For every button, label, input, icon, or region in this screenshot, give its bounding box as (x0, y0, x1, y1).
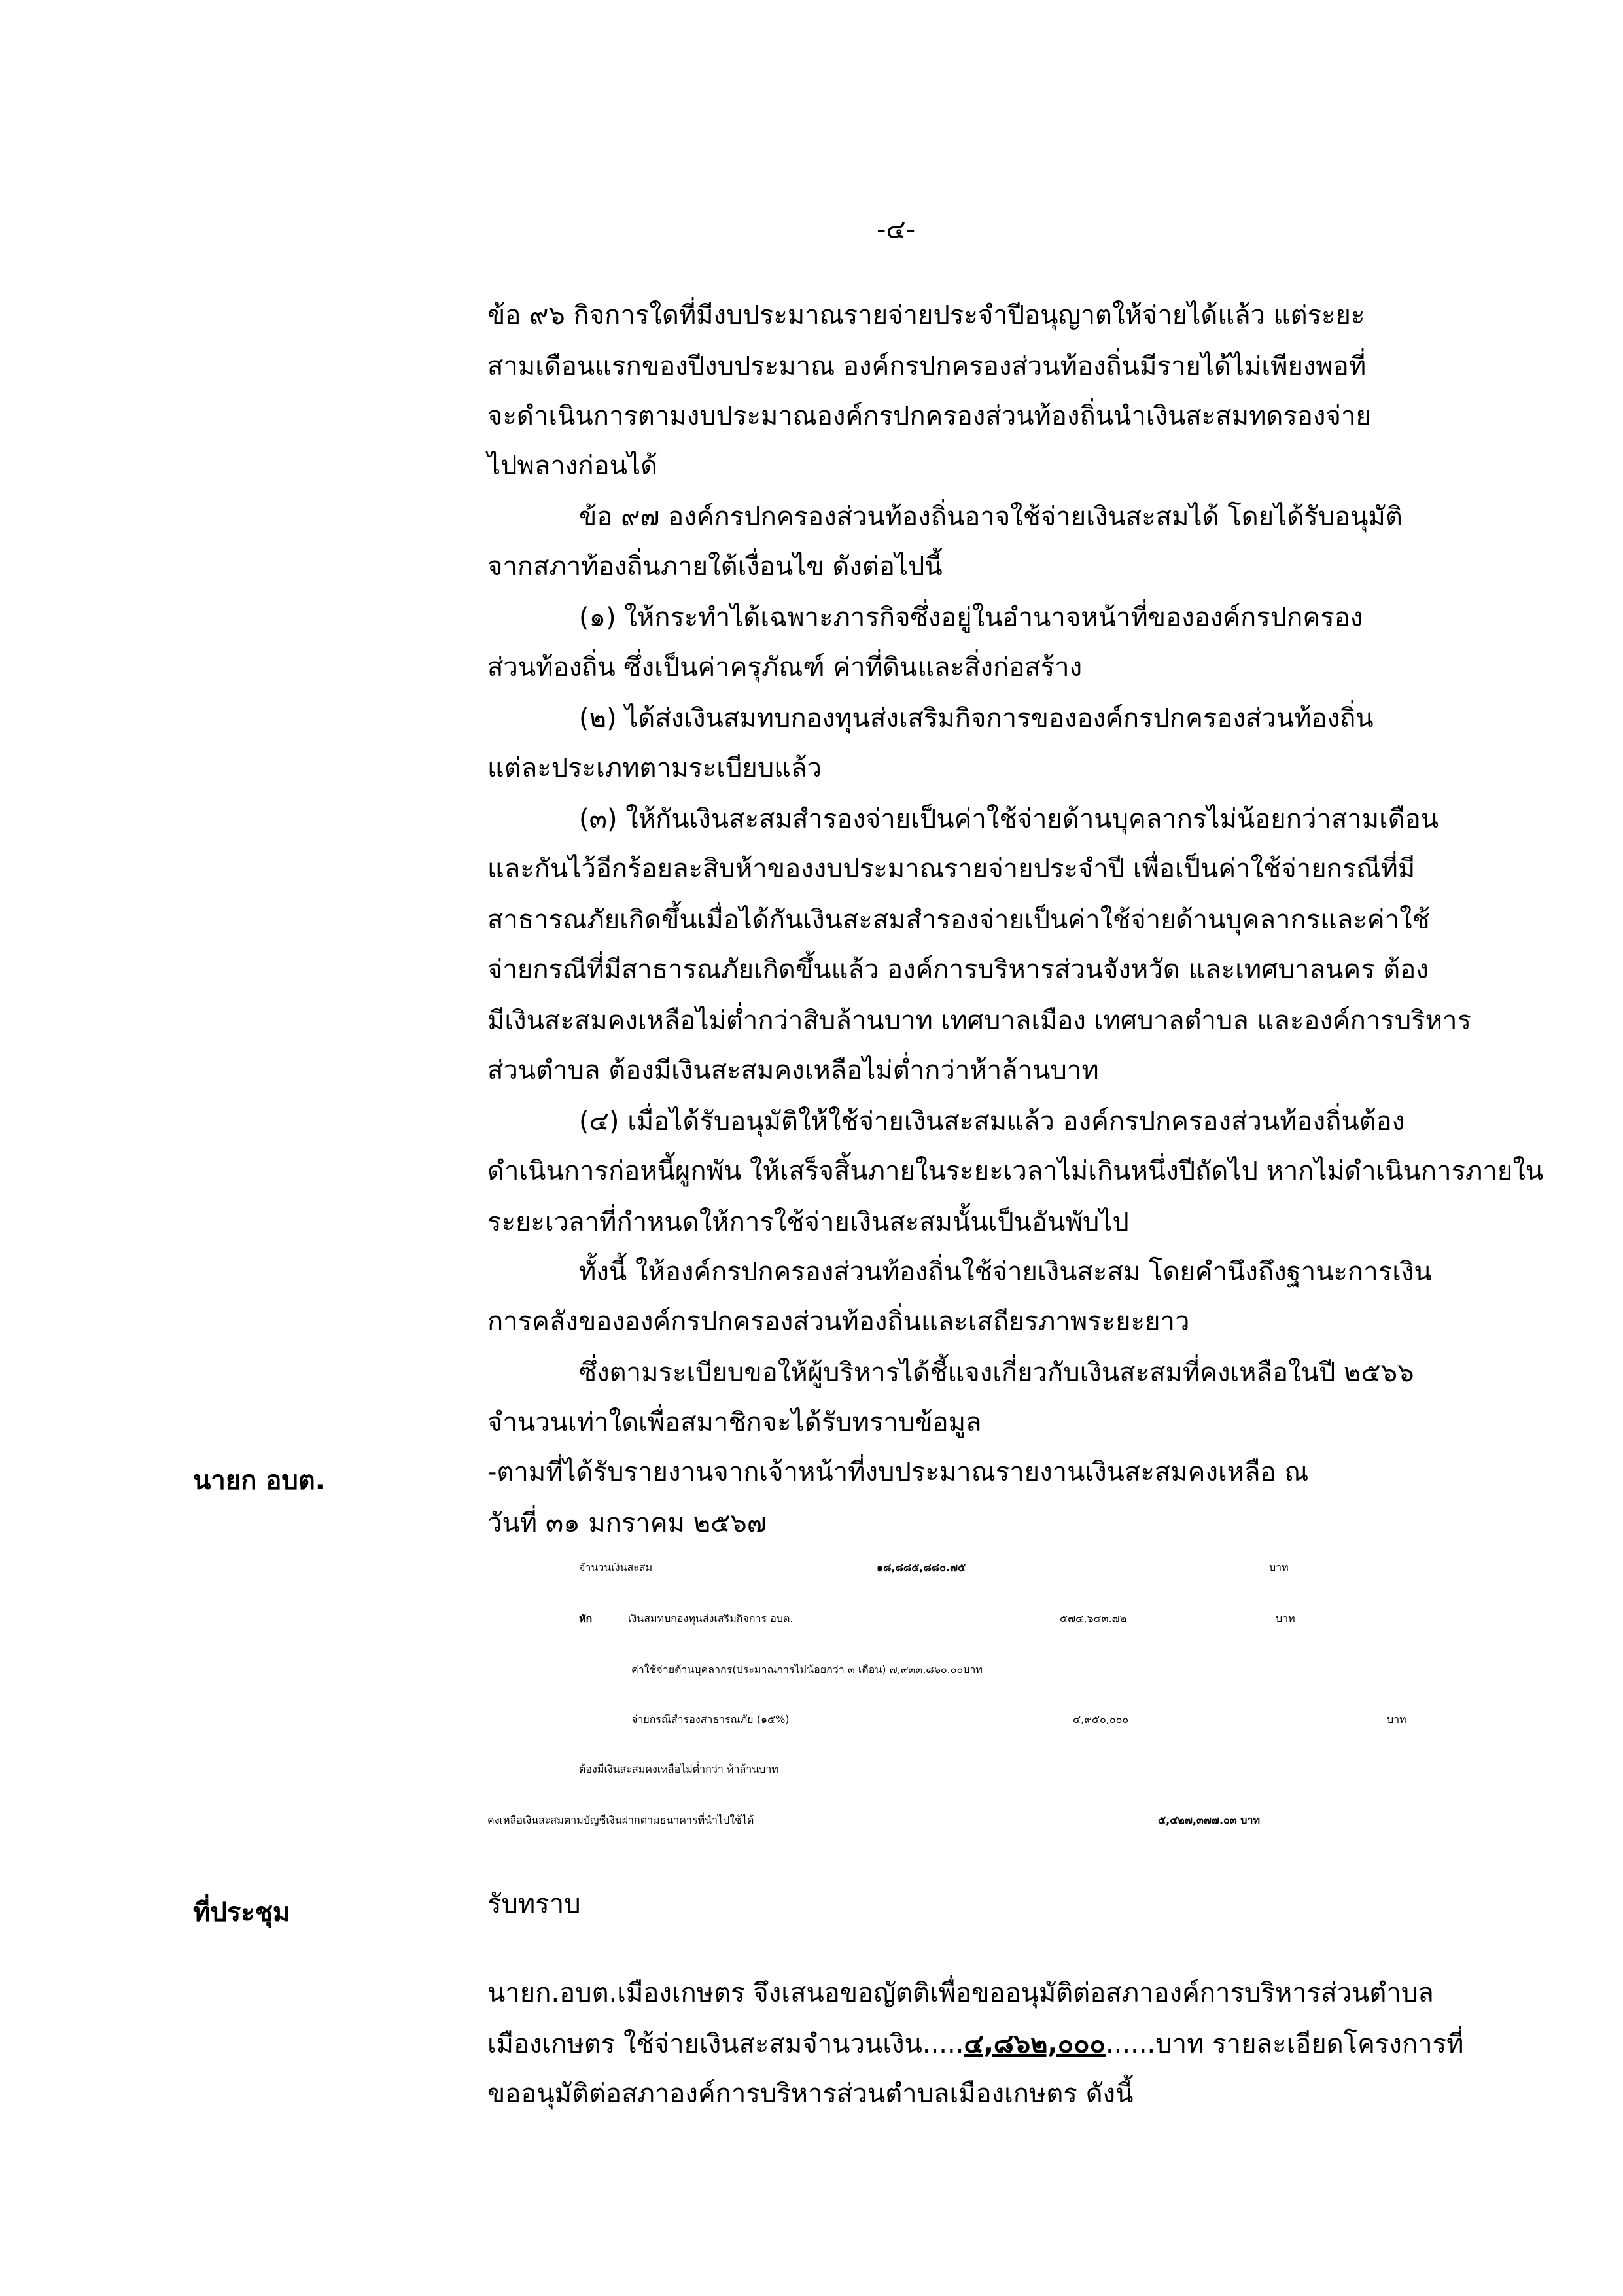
remaining-value: ๕,๔๒๗,๓๗๗.๐๓ บาท (1158, 1814, 1260, 1826)
item3-line-6: ส่วนตำบล ต้องมีเงินสะสมคงเหลือไม่ต่ำกว่าห้าล้านบาท (487, 1055, 1099, 1086)
item3-line-2: และกันไว้อีกร้อยละสิบห้าของงบประมาณรายจ่ายประจำปี เพื่อเป็นค่าใช้จ่ายกรณีที่มี (487, 854, 1416, 884)
fund-label: เงินสมทบกองทุนส่งเสริมกิจการ อบต. (628, 1612, 794, 1625)
proposal-line-3: ขออนุมัติต่อสภาองค์การบริหารส่วนตำบลเมืองเกษตร ดังนี้ (487, 2079, 1134, 2109)
proposal-amount: ๔,๘๖๒,๐๐๐ (964, 2029, 1106, 2059)
disaster-unit: บาท (1387, 1713, 1406, 1725)
proposal-line-2 (487, 2031, 1463, 2057)
para97-line-2: จากสภาท้องถิ่นภายใต้เงื่อนไข ดังต่อไปนี้ (487, 552, 943, 582)
para96-line-2: สามเดือนแรกของปีงบประมาณ องค์กรปกครองส่วนท้องถิ่นมีรายได้ไม่เพียงพอที่ (487, 351, 1367, 381)
request-line-1: ซึ่งตามระเบียบขอให้ผู้บริหารได้ชี้แจงเกี่ยวกับเงินสะสมที่คงเหลือในปี ๒๕๖๖ (579, 1358, 1414, 1388)
item1-line-1: (๑) ให้กระทำได้เฉพาะภารกิจซึ่งอยู่ในอำนาจหน้าที่ขององค์กรปกครอง (579, 603, 1363, 633)
accumulated-label: จำนวนเงินสะสม (579, 1561, 653, 1574)
proposal-line-2-post: ......บาท รายละเอียดโครงการที่ (1105, 2029, 1464, 2059)
item3-line-1: (๓) ให้กันเงินสะสมสำรองจ่ายเป็นค่าใช้จ่ายด้านบุคลากรไม่น้อยกว่าสามเดือน (579, 804, 1439, 834)
item3-line-5: มีเงินสะสมคงเหลือไม่ต่ำกว่าสิบล้านบาท เทศบาลเมือง เทศบาลตำบล และองค์การบริหาร (487, 1006, 1471, 1036)
disaster-label: จ่ายกรณีสำรองสาธารณภัย (๑๕%) (631, 1713, 790, 1725)
deduct-word: หัก (579, 1612, 593, 1625)
report-line-1: -ตามที่ได้รับรายงานจากเจ้าหน้าที่งบประมาณรายงานเงินสะสมคงเหลือ ณ (487, 1457, 1309, 1487)
item4-line-3: ระยะเวลาที่กำหนดให้การใช้จ่ายเงินสะสมนั้นเป็นอันพับไป (487, 1207, 1129, 1237)
item4-line-1: (๔) เมื่อได้รับอนุมัติให้ใช้จ่ายเงินสะสมแล้ว องค์กรปกครองส่วนท้องถิ่นต้อง (579, 1106, 1405, 1137)
proposal-line-2-pre: เมืองเกษตร ใช้จ่ายเงินสะสมจำนวนเงิน..... (487, 2029, 964, 2059)
para96-line-3: จะดำเนินการตามงบประมาณองค์กรปกครองส่วนท้องถิ่นนำเงินสะสมทดรองจ่าย (487, 401, 1371, 431)
remaining-label: คงเหลือเงินสะสมตามบัญชีเงินฝากตามธนาคารที่นำไปใช้ได้ (487, 1814, 754, 1826)
para97-line-1: ข้อ ๙๗ องค์กรปกครองส่วนท้องถิ่นอาจใช้จ่ายเงินสะสมได้ โดยได้รับอนุมัติ (579, 502, 1403, 532)
page-number: -๔- (877, 215, 916, 245)
fund-value: ๕๗๔,๖๔๓.๗๒ (1060, 1612, 1127, 1625)
item4-line-2: ดำเนินการก่อหนี้ผูกพัน ให้เสร็จสิ้นภายในระยะเวลาไม่เกินหนึ่งปีถัดไป หากไม่ดำเนินการภายใน (487, 1156, 1544, 1186)
report-line-2: วันที่ ๓๑ มกราคม ๒๕๖๗ (487, 1508, 767, 1538)
speaker-chief-executive: นายก อบต. (193, 1466, 325, 1496)
disaster-value: ๔,๙๕๐,๐๐๐ (1073, 1713, 1129, 1725)
minimum-balance: ต้องมีเงินสะสมคงเหลือไม่ต่ำกว่า ห้าล้านบาท (579, 1763, 778, 1775)
speaker-meeting: ที่ประชุม (193, 1898, 290, 1928)
item2-line-2: แต่ละประเภทตามระเบียบแล้ว (487, 753, 822, 783)
item3-line-3: สาธารณภัยเกิดขึ้นเมื่อได้กันเงินสะสมสำรองจ่ายเป็นค่าใช้จ่ายด้านบุคลากรและค่าใช้ (487, 905, 1430, 935)
para96-line-4: ไปพลางก่อนได้ (487, 451, 658, 481)
request-line-2: จำนวนเท่าใดเพื่อสมาชิกจะได้รับทราบข้อมูล (487, 1407, 982, 1438)
item1-line-2: ส่วนท้องถิ่น ซึ่งเป็นค่าครุภัณฑ์ ค่าที่ดินและสิ่งก่อสร้าง (487, 652, 1083, 682)
item3-line-4: จ่ายกรณีที่มีสาธารณภัยเกิดขึ้นแล้ว องค์การบริหารส่วนจังหวัด และเทศบาลนคร ต้อง (487, 955, 1429, 985)
accumulated-value: ๑๘,๘๘๕,๘๘๐.๗๕ (877, 1561, 966, 1574)
fund-unit: บาท (1276, 1612, 1295, 1625)
para96-line-1: ข้อ ๙๖ กิจการใดที่มีงบประมาณรายจ่ายประจำปีอนุญาตให้จ่ายได้แล้ว แต่ระยะ (487, 300, 1365, 330)
item2-line-1: (๒) ได้ส่งเงินสมทบกองทุนส่งเสริมกิจการขององค์กรปกครองส่วนท้องถิ่น (579, 703, 1374, 733)
acknowledge-text: รับทราบ (487, 1889, 581, 1919)
tangni-line-2: การคลังขององค์กรปกครองส่วนท้องถิ่นและเสถียรภาพระยะยาว (487, 1307, 1190, 1337)
proposal-line-1: นายก.อบต.เมืองเกษตร จึงเสนอขอญัตติเพื่อขออนุมัติต่อสภาองค์การบริหารส่วนตำบล (487, 1978, 1434, 2008)
personnel-expense: ค่าใช้จ่ายด้านบุคลากร(ประมาณการไม่น้อยกว่า ๓ เดือน) ๗,๙๓๓,๘๖๐.๐๐บาท (631, 1663, 983, 1676)
tangni-line-1: ทั้งนี้ ให้องค์กรปกครองส่วนท้องถิ่นใช้จ่ายเงินสะสม โดยคำนึงถึงฐานะการเงิน (579, 1257, 1432, 1287)
accumulated-unit: บาท (1269, 1561, 1289, 1574)
